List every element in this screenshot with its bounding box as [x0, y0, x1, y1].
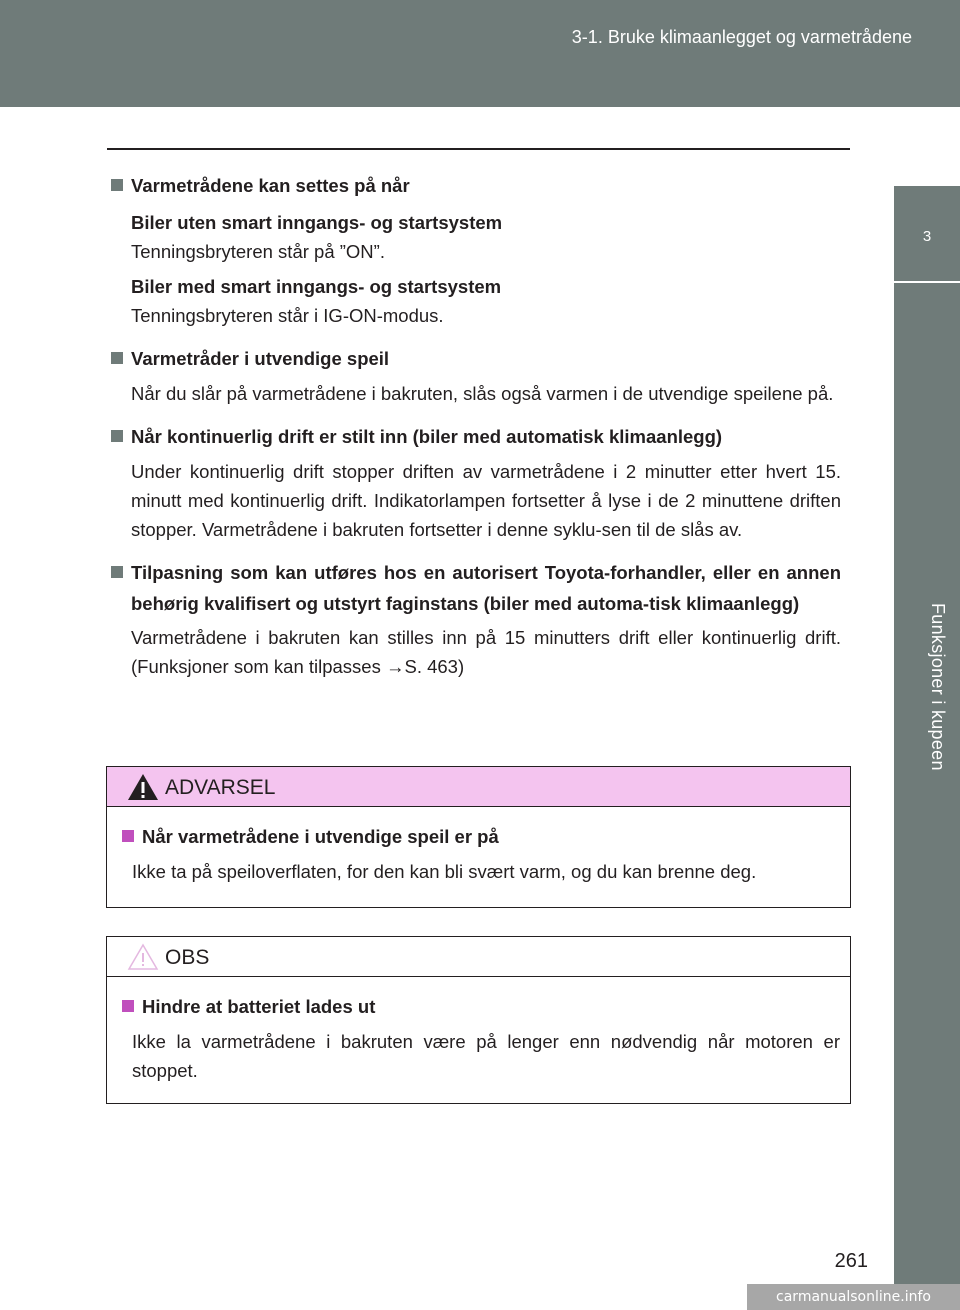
square-bullet-icon [111, 566, 123, 578]
section-heading: Tilpasning som kan utføres hos en autorisert Toyota-forhandler, eller en annen behørig kvalifisert og utstyrt faginstans (biler med automa-tisk klimaanlegg) [111, 557, 841, 619]
section-body: Under kontinuerlig drift stopper driften av varmetrådene i 2 minutter etter hvert 15. minutt med kontinuerlig drift. Indikatorlampen fortsetter å lyse i de 2 minuttene driften stopper. Varmetrådene i bakruten fortsetter i denne syklu-sen til de slås av. [131, 461, 841, 540]
warning-box [106, 766, 851, 908]
section-heading: Når kontinuerlig drift er stilt inn (biler med automatisk klimaanlegg) [111, 421, 841, 453]
side-tab-number: 3 [922, 228, 932, 245]
warning-title: ADVARSEL [165, 776, 276, 799]
section-kontinuerlig-drift [111, 421, 841, 544]
main-content [111, 170, 841, 694]
subheading: Biler med smart inngangs- og startsystem [131, 276, 502, 297]
square-bullet-icon [122, 1000, 134, 1012]
warning-section [107, 807, 850, 886]
notice-section [107, 977, 850, 1085]
square-bullet-icon [111, 179, 123, 191]
warning-box-header [107, 767, 850, 807]
side-tab-divider [894, 281, 960, 283]
notice-title: OBS [165, 946, 210, 969]
header-bar [0, 0, 960, 107]
notice-box [106, 936, 851, 1104]
warning-heading: Når varmetrådene i utvendige speil er på [122, 821, 840, 853]
caution-triangle-icon [127, 943, 159, 971]
subtext: Tenningsbryteren står på ”ON”. [131, 241, 385, 262]
page-number: 261 [834, 1250, 868, 1272]
subheading: Biler uten smart inngangs- og startsystem [131, 212, 503, 233]
top-rule [107, 148, 850, 150]
watermark: carmanualsonline.info [747, 1284, 960, 1310]
warning-triangle-icon [127, 773, 159, 801]
warning-body: Ikke ta på speiloverflaten, for den kan bli svært varm, og du kan brenne deg. [132, 861, 757, 882]
section-tilpasning [111, 557, 841, 681]
section-body: Varmetrådene i bakruten kan stilles inn på 15 minutters drift eller kontinuerlig drift. (Funksjoner som kan tilpasses →S. 463) [131, 627, 841, 677]
square-bullet-icon [111, 352, 123, 364]
square-bullet-icon [111, 430, 123, 442]
notice-box-header [107, 937, 850, 977]
section-varmetrader-settes-pa [111, 170, 841, 330]
subtext: Tenningsbryteren står i IG-ON-modus. [131, 305, 444, 326]
square-bullet-icon [122, 830, 134, 842]
notice-body: Ikke la varmetrådene i bakruten være på lenger enn nødvendig når motoren er stoppet. [132, 1031, 840, 1081]
section-utvendige-speil [111, 343, 841, 408]
section-body: Når du slår på varmetrådene i bakruten, slås også varmen i de utvendige speilene på. [131, 383, 834, 404]
notice-heading: Hindre at batteriet lades ut [122, 991, 840, 1023]
side-tab-label: Funksjoner i kupeen [928, 603, 948, 771]
header-title: 3-1. Bruke klimaanlegget og varmetrådene [571, 27, 912, 47]
section-heading: Varmetrådene kan settes på når [111, 170, 841, 202]
section-heading: Varmetråder i utvendige speil [111, 343, 841, 375]
side-tab-number-box [894, 186, 960, 270]
